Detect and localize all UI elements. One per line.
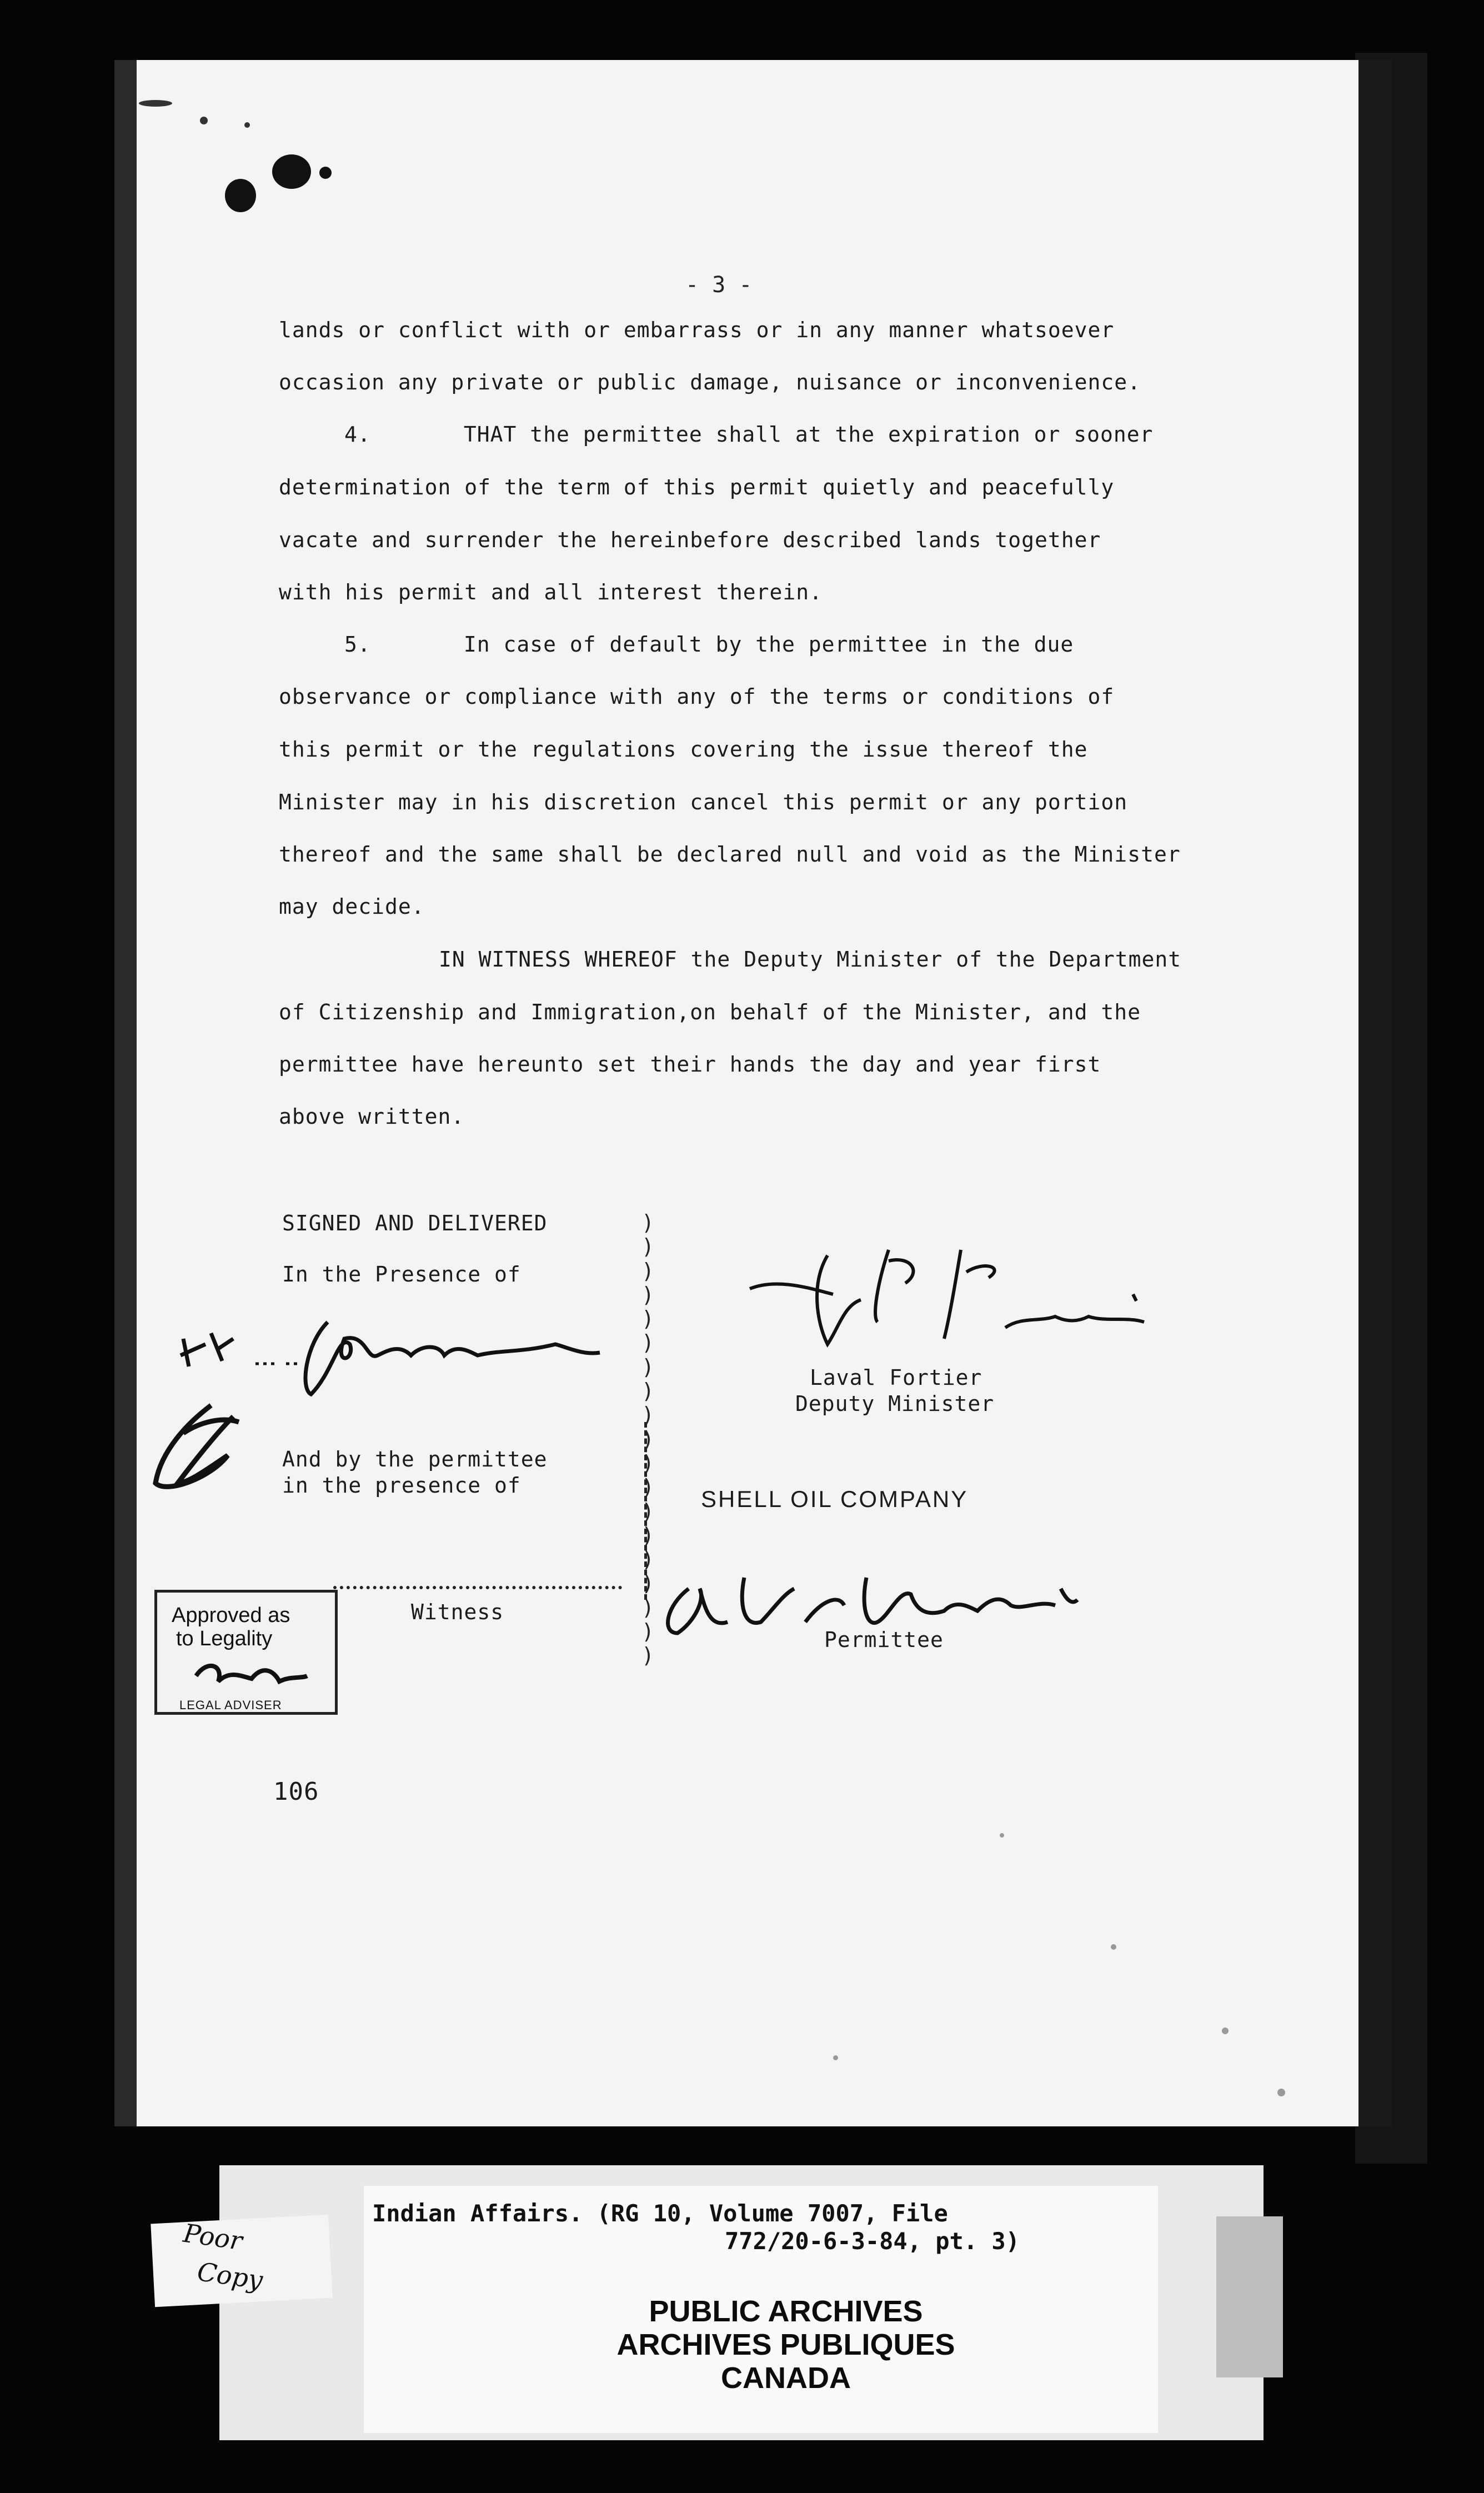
body-line: may decide. (279, 894, 425, 919)
stamp-line2: to Legality (176, 1627, 273, 1650)
ink-spot (319, 167, 332, 179)
speck (139, 100, 172, 107)
signed-delivered-label: SIGNED AND DELIVERED (282, 1211, 548, 1235)
deputy-minister-signature (744, 1239, 1211, 1372)
body-line: 5. In case of default by the permittee in the due (344, 632, 1074, 657)
witness-dotted-line (333, 1586, 622, 1589)
body-line: 4. THAT the permittee shall at the expiration or sooner (344, 422, 1154, 447)
body-line: of Citizenship and Immigration,on behalf of the Minister, and the (279, 1000, 1141, 1024)
body-line: permittee have hereunto set their hands the day and year first (279, 1052, 1101, 1077)
company-name: SHELL OIL COMPANY (701, 1486, 969, 1512)
archive-slip-tab-right (1216, 2216, 1283, 2377)
stamp-line3: LEGAL ADVISER (179, 1698, 282, 1712)
witness-signature (167, 1300, 611, 1411)
witness-label: Witness (411, 1600, 504, 1624)
speck (833, 2055, 838, 2060)
stamp-line1: Approved as (172, 1604, 290, 1627)
speck (200, 117, 208, 124)
permittee-presence-line1: And by the permittee (282, 1447, 548, 1471)
body-line: this permit or the regulations covering the issue thereof the (279, 737, 1088, 762)
archive-reference-line2: 772/20-6-3-84, pt. 3) (725, 2227, 1020, 2255)
body-line: occasion any private or public damage, nuisance or inconvenience. (279, 370, 1141, 394)
speck (1111, 1944, 1116, 1950)
ink-spot (272, 154, 311, 189)
stamp-initials (190, 1654, 313, 1698)
initials-mark (144, 1400, 289, 1511)
body-line: above written. (279, 1104, 465, 1129)
permittee-label: Permittee (824, 1628, 944, 1652)
archive-country: CANADA (721, 2361, 851, 2395)
body-line: observance or compliance with any of the terms or conditions of (279, 684, 1115, 709)
speck (1222, 2028, 1229, 2034)
body-line: lands or conflict with or embarrass or in any manner whatsoever (279, 318, 1115, 342)
approval-stamp (154, 1590, 338, 1715)
body-line: determination of the term of this permit quietly and peacefully (279, 475, 1115, 499)
page-footer-number: 106 (273, 1778, 319, 1806)
signer-title: Deputy Minister (795, 1391, 995, 1416)
in-presence-label: In the Presence of (282, 1262, 521, 1286)
body-line: IN WITNESS WHEREOF the Deputy Minister of the Department (439, 947, 1182, 972)
speck (1277, 2089, 1285, 2096)
poor-copy-note-line2: Copy (195, 2256, 265, 2295)
archive-reference-line1: Indian Affairs. (RG 10, Volume 7007, File (372, 2200, 948, 2227)
archive-name-en: PUBLIC ARCHIVES (649, 2295, 923, 2328)
permittee-presence-line2: in the presence of (282, 1473, 521, 1498)
body-line: with his permit and all interest therein. (279, 580, 823, 604)
body-line: Minister may in his discretion cancel this permit or any portion (279, 790, 1128, 814)
speck (244, 122, 250, 128)
ink-spot (225, 179, 256, 212)
bracket-column: ) ) ) ) ) ) ) ) ) ) ) ) ) ) ) ) ) ) ) (641, 1210, 654, 1668)
body-line: vacate and surrender the hereinbefore described lands together (279, 528, 1101, 552)
dashed-divider (644, 1422, 647, 1600)
archive-name-fr: ARCHIVES PUBLIQUES (616, 2328, 955, 2361)
speck (1000, 1833, 1004, 1838)
page-number: - 3 - (685, 272, 753, 298)
body-line: thereof and the same shall be declared null and void as the Minister (279, 842, 1181, 867)
poor-copy-note-line1: Poor (181, 2217, 244, 2256)
signer-name: Laval Fortier (810, 1365, 982, 1390)
